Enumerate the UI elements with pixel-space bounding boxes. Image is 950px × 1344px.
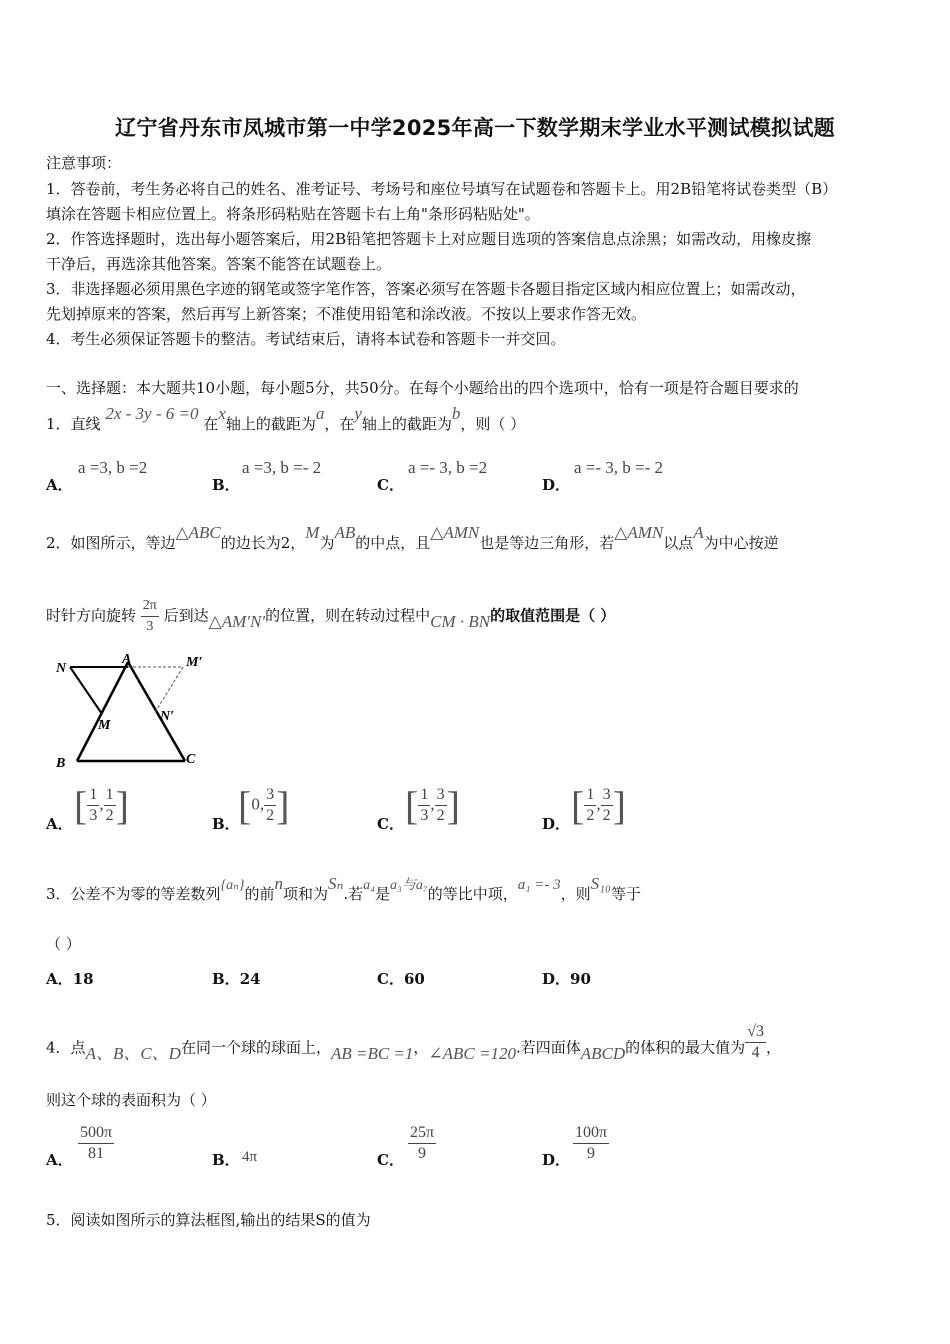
option-label: B．	[212, 476, 240, 494]
option-label: B．	[212, 815, 240, 833]
option-label: C．	[377, 1151, 404, 1169]
option-label: A．	[46, 476, 73, 494]
notice-line: 4．考生必须保证答题卡的整洁。考试结束后，请将本试卷和答题卡一并交回。	[46, 330, 566, 348]
figure-label: N	[56, 661, 67, 676]
option-value: $\frac{25\pi}{9}$	[410, 1124, 435, 1162]
figure-label: M′	[186, 655, 203, 670]
triangle-figure	[50, 650, 220, 775]
notice-line: 干净后，再选涂其他答案。答案不能答在试题卷上。	[46, 255, 392, 273]
question-3: 3．公差不为零的等差数列{aₙ}的前n项和为Sₙ.若a₄是a₃与a₇的等比中项，a₁ =- 3，则S₁₀等于	[46, 874, 641, 903]
option-value: a =- 3, b =2	[408, 458, 488, 477]
figure-label: N′	[160, 709, 175, 724]
option-label: D．	[542, 476, 571, 494]
option-label: D．	[542, 815, 571, 833]
notice-heading: 注意事项：	[46, 154, 122, 172]
option-label: C．	[377, 476, 404, 494]
option-value: $\frac{500\pi}{81}$	[80, 1124, 113, 1162]
option-value: [ $\frac{1}{2}$ , $\frac{3}{2}$ ]	[571, 783, 626, 828]
option-label: A．	[46, 815, 73, 833]
figure-label: M	[98, 718, 111, 733]
option-label: B．24	[212, 970, 261, 988]
figure-label: C	[186, 752, 196, 767]
question-2: 2．如图所示，等边△ABC的边长为2，M为AB的中点，且△AMN也是等边三角形，若△AMN以点A为中心按逆	[46, 523, 779, 552]
option-label: C．	[377, 815, 404, 833]
notice-line: 1．答卷前，考生务必将自己的姓名、准考证号、考场号和座位号填写在试题卷和答题卡上。用2B铅笔将试卷类型（B）	[46, 180, 838, 198]
option-value: 4π	[242, 1149, 258, 1165]
notice-line: 2．作答选择题时，选出每小题答案后，用2B铅笔把答题卡上对应题目选项的答案信息点涂黑；如需改动，用橡皮擦	[46, 230, 812, 248]
option-label: D．90	[542, 970, 591, 988]
option-label: B．	[212, 1151, 240, 1169]
equation: 2x - 3y - 6 =0	[105, 404, 199, 423]
option-label: D．	[542, 1151, 571, 1169]
question-2-cont: 时针方向旋转 $\frac{2\pi}{3}$ 后到达△AM′N′的位置，则在转动过程中CM · BN的取值范围是（ ）	[46, 598, 616, 634]
question-4: 4．点A、B、C、D在同一个球的球面上，AB =BC =1，∠ABC =120.若四面体ABCD的体积的最大值为 $\frac{√3}{4}$ ，	[46, 1023, 781, 1063]
notice-line: 填涂在答题卡相应位置上。将条形码粘贴在答题卡右上角"条形码粘贴处"。	[46, 205, 540, 223]
notice-line: 先划掉原来的答案，然后再写上新答案；不准使用铅笔和涂改液。不按以上要求作答无效。	[46, 305, 647, 323]
option-value: [ $\frac{1}{3}$ , $\frac{1}{2}$ ]	[74, 783, 129, 828]
option-value: a =3, b =2	[78, 458, 148, 477]
section-heading: 一、选择题：本大题共10小题，每小题5分，共50分。在每个小题给出的四个选项中，恰有一项是符合题目要求的	[46, 379, 799, 397]
option-value: a =- 3, b =- 2	[574, 458, 664, 477]
option-value: a =3, b =- 2	[242, 458, 322, 477]
option-label: A．	[46, 1151, 73, 1169]
option-value: $\frac{100\pi}{9}$	[575, 1124, 608, 1162]
question-3-paren: （ ）	[46, 935, 81, 953]
page-title: 辽宁省丹东市凤城市第一中学2025年高一下数学期末学业水平测试模拟试题	[115, 116, 835, 140]
question-1: 1．直线 2x - 3y - 6 =0 在x轴上的截距为a，在y轴上的截距为b，则（ ）	[46, 404, 526, 433]
figure-label: A	[122, 652, 132, 667]
question-4-cont: 则这个球的表面积为（ ）	[46, 1091, 216, 1109]
figure-label: B	[56, 756, 66, 771]
notice-line: 3．非选择题必须用黑色字迹的钢笔或签字笔作答，答案必须写在答题卡各题目指定区域内相应位置上；如需改动，	[46, 280, 806, 298]
question-5: 5．阅读如图所示的算法框图,输出的结果S的值为	[46, 1211, 371, 1229]
option-value: [0, $\frac{3}{2}$ ]	[238, 783, 290, 828]
option-value: [ $\frac{1}{3}$ , $\frac{3}{2}$ ]	[405, 783, 460, 828]
option-label: C．60	[377, 970, 425, 988]
option-label: A．18	[46, 970, 94, 988]
